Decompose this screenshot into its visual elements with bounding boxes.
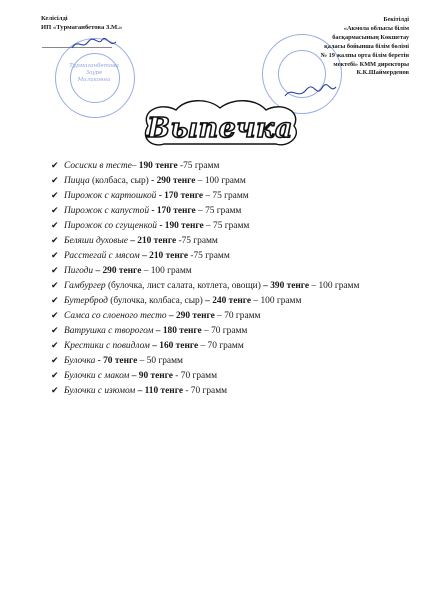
check-icon: ✔ [51, 355, 59, 366]
list-item: ✔ Пирожок с капустой - 170 тенге – 75 грамм [51, 205, 242, 216]
check-icon: ✔ [51, 370, 59, 381]
check-icon: ✔ [51, 161, 59, 171]
list-item: ✔ Крестики с повидлом – 160 тенге – 70 грамм [51, 340, 244, 351]
list-item: ✔ Ватрушка с творогом – 180 тенге – 70 грамм [51, 325, 248, 336]
list-item: ✔ Булочки с изюмом – 110 тенге - 70 грамм [51, 385, 228, 396]
header-left [41, 14, 122, 32]
approved-label: Бекітілді [383, 16, 409, 23]
list-item: ✔ Самса со слоеного тесто – 290 тенге – 70 грамм [51, 310, 261, 321]
list-item: ✔ Бутерброд (булочка, колбаса, сыр) – 240 тенге – 100 грамм [51, 295, 302, 306]
check-icon: ✔ [51, 265, 59, 276]
list-item: ✔ Пигоди – 290 тенге – 100 грамм [51, 265, 192, 276]
list-item: ✔ Беляши духовые – 210 тенге -75 грамм [51, 235, 218, 246]
approver-line-4: № 19 жалпы орта білім беретін [320, 51, 409, 59]
check-icon: ✔ [51, 220, 59, 231]
title-block [138, 98, 302, 156]
check-icon: ✔ [51, 280, 59, 291]
check-icon: ✔ [51, 340, 59, 351]
list-item: ✔ Булочка - 70 тенге – 50 грамм [51, 355, 183, 366]
check-icon: ✔ [51, 205, 59, 216]
list-item: ✔ Пицца (колбаса, сыр) - 290 тенге – 100 грамм [51, 175, 246, 186]
list-item: ✔ Булочки с маком – 90 тенге - 70 грамм [51, 370, 218, 381]
check-icon: ✔ [51, 175, 59, 186]
entrepreneur-name: ИП «Турмаганбетова З.М.» [41, 24, 123, 31]
check-icon: ✔ [51, 235, 59, 246]
list-item: ✔ Сосиски в тесте– 190 тенге -75 грамм [51, 161, 220, 171]
approver-line-3: қаласы бойынша білім бөлімі [324, 42, 409, 50]
approver-line-6: К.К.Шаймерденов [356, 69, 409, 77]
list-item: ✔ Пирожок с картошкой - 170 тенге – 75 грамм [51, 190, 249, 201]
check-icon: ✔ [51, 325, 59, 336]
check-icon: ✔ [51, 385, 59, 396]
approver-line-5: мектебі» КММ директоры [333, 60, 409, 68]
list-item: ✔ Расстегай с мясом – 210 тенге -75 грамм [51, 250, 230, 261]
check-icon: ✔ [51, 190, 59, 201]
check-icon: ✔ [51, 250, 59, 261]
check-icon: ✔ [51, 310, 59, 321]
bakery-list [51, 160, 413, 400]
approver-line-1: «Акмола облысы білім [343, 24, 409, 32]
list-item: ✔ Пирожок со сгущенкой - 190 тенге – 75 грамм [51, 220, 250, 231]
agreed-label: Келісілді [41, 15, 68, 22]
page-title: Выпечка [147, 113, 293, 144]
list-item: ✔ Гамбургер (булочка, лист салата, котлета, овощи) – 390 тенге – 100 грамм [51, 280, 360, 291]
approver-line-2: басқармасының Көкшетау [332, 33, 409, 41]
stamp-left-text: Турмаганбетова Зауре Маликовна [69, 63, 119, 83]
check-icon: ✔ [51, 295, 59, 306]
